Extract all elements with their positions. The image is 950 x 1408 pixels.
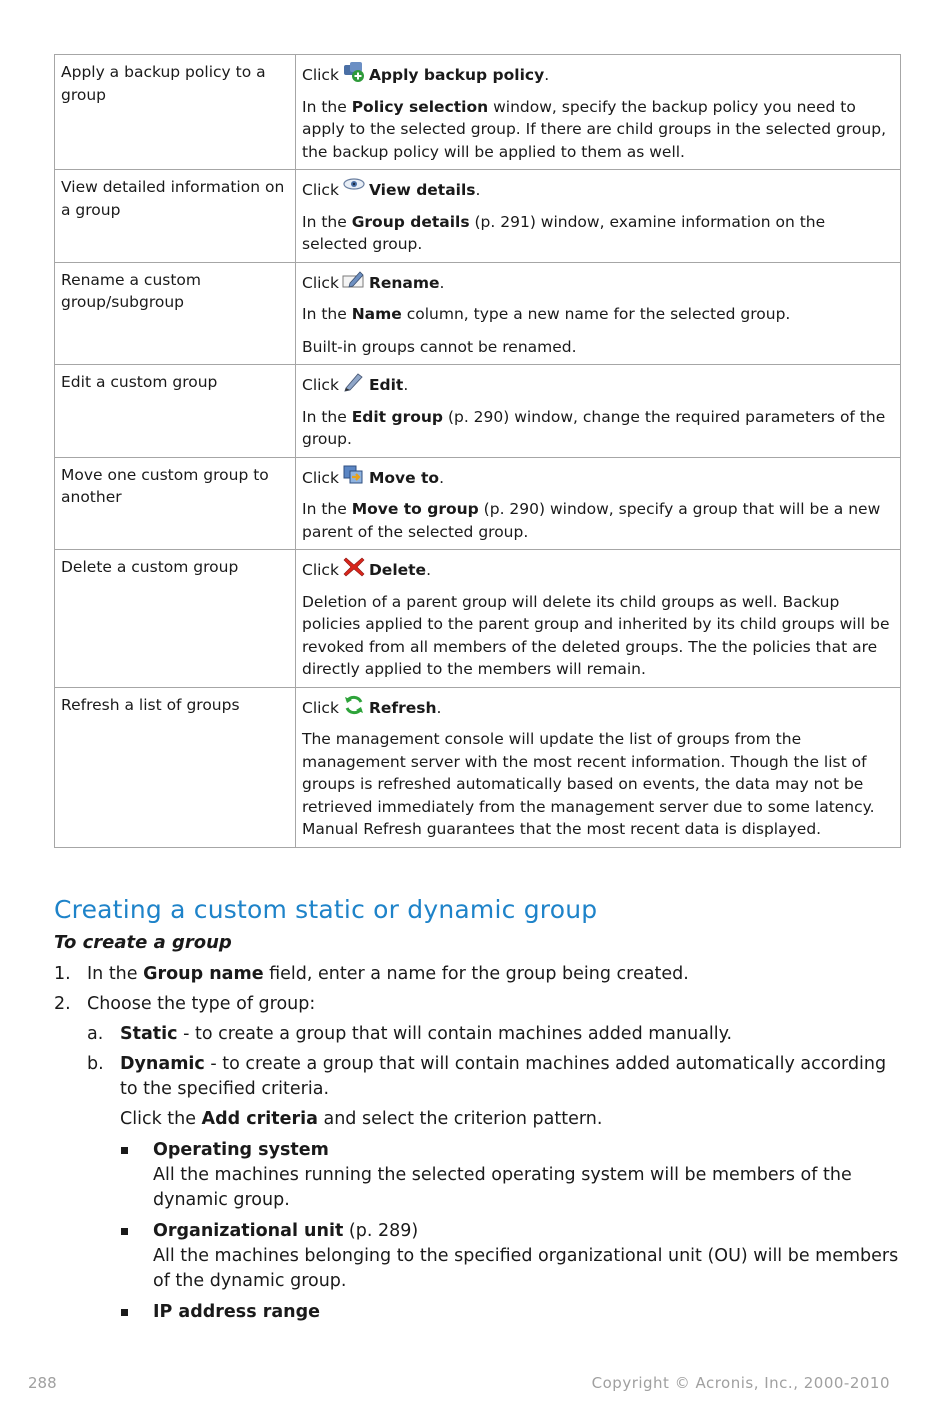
step-1: 1. In the Group name field, enter a name for the group being created. xyxy=(54,964,689,984)
task-cell: Edit a custom group xyxy=(55,365,296,458)
refresh-label: Refresh xyxy=(368,698,437,717)
task-cell: View detailed information on a group xyxy=(55,170,296,263)
task-cell: Move one custom group to another xyxy=(55,457,296,550)
edit-label: Edit xyxy=(368,376,404,394)
criterion-description: All the machines running the selected operating system will be members of the dynamic group. xyxy=(153,1165,852,1210)
add-criteria-instruction: Click the Add criteria and select the criterion pattern. xyxy=(120,1109,603,1129)
pencil-icon xyxy=(342,371,366,393)
group-actions-table xyxy=(54,54,901,848)
view-details-label: View details xyxy=(368,181,476,199)
description-cell: Click Edit. In the Edit group (p. 290) window, change the required parameters of the group. xyxy=(296,365,901,458)
move-to-icon xyxy=(342,464,366,486)
description-cell: Click Apply backup policy. In the Policy selection window, specify the backup policy you need to apply to the selected group. If there are child groups in the selected group, the backup policy will be applied to them as well. xyxy=(296,55,901,170)
delete-icon xyxy=(342,556,366,578)
criterion-description: All the machines belonging to the specified organizational unit (OU) will be members of the dynamic group. xyxy=(153,1246,899,1291)
task-cell: Delete a custom group xyxy=(55,550,296,688)
table-row xyxy=(55,262,901,365)
table-row xyxy=(55,550,901,688)
criterion-item: Organizational unit (p. 289) xyxy=(153,1219,904,1244)
description-cell: Click Move to. In the Move to group (p. 290) window, specify a group that will be a new parent of the selected group. xyxy=(296,457,901,550)
table-row xyxy=(55,365,901,458)
page-number: 288 xyxy=(28,1374,57,1392)
table-row xyxy=(55,55,901,170)
table-row xyxy=(55,687,901,847)
description-cell: Click Delete. Deletion of a parent group will delete its child groups as well. Backup policies applied to the parent group and inherited by its child groups will be revoked from all members of the deleted groups. The the policies that are directly applied to the members will remain. xyxy=(296,550,901,688)
move-to-label: Move to xyxy=(368,468,440,487)
apply-policy-icon xyxy=(342,61,366,83)
rename-icon xyxy=(342,269,366,291)
task-cell: Apply a backup policy to a group xyxy=(55,55,296,170)
step-2: 2. Choose the type of group: xyxy=(54,994,316,1014)
bullet-square-icon xyxy=(121,1147,128,1154)
rename-label: Rename xyxy=(368,273,440,292)
step-2a: a. Static - to create a group that will contain machines added manually. xyxy=(87,1024,733,1044)
copyright-notice: Copyright © Acronis, Inc., 2000-2010 xyxy=(591,1374,890,1392)
procedure-steps xyxy=(54,962,904,1325)
criterion-item: IP address range xyxy=(153,1300,904,1325)
section-heading: Creating a custom static or dynamic group xyxy=(54,895,598,924)
table-row xyxy=(55,457,901,550)
description-cell: Click Refresh. The management console will update the list of groups from the management server with the most recent information. Though the list of groups is refreshed automatically based on events, the data may not be retrieved immediately from the management server due to some latency. Manual Refresh guarantees that the most recent data is displayed. xyxy=(296,687,901,847)
criterion-item: Operating system xyxy=(153,1138,904,1163)
table-row xyxy=(55,170,901,263)
delete-label: Delete xyxy=(368,561,427,579)
description-cell: Click View details. In the Group details (p. 291) window, examine information on the selected group. xyxy=(296,170,901,263)
task-cell: Rename a custom group/subgroup xyxy=(55,262,296,365)
bullet-square-icon xyxy=(121,1309,128,1316)
bullet-square-icon xyxy=(121,1228,128,1235)
eye-icon xyxy=(342,176,366,198)
refresh-icon xyxy=(342,694,366,716)
description-cell: Click Rename. In the Name column, type a new name for the selected group. Built-in groups cannot be renamed. xyxy=(296,262,901,365)
procedure-title: To create a group xyxy=(54,932,232,953)
apply-backup-policy-label: Apply backup policy xyxy=(368,66,545,84)
task-cell: Refresh a list of groups xyxy=(55,687,296,847)
step-2b: b. Dynamic - to create a group that will contain machines added automatically according to the specified criteria. xyxy=(87,1054,887,1099)
